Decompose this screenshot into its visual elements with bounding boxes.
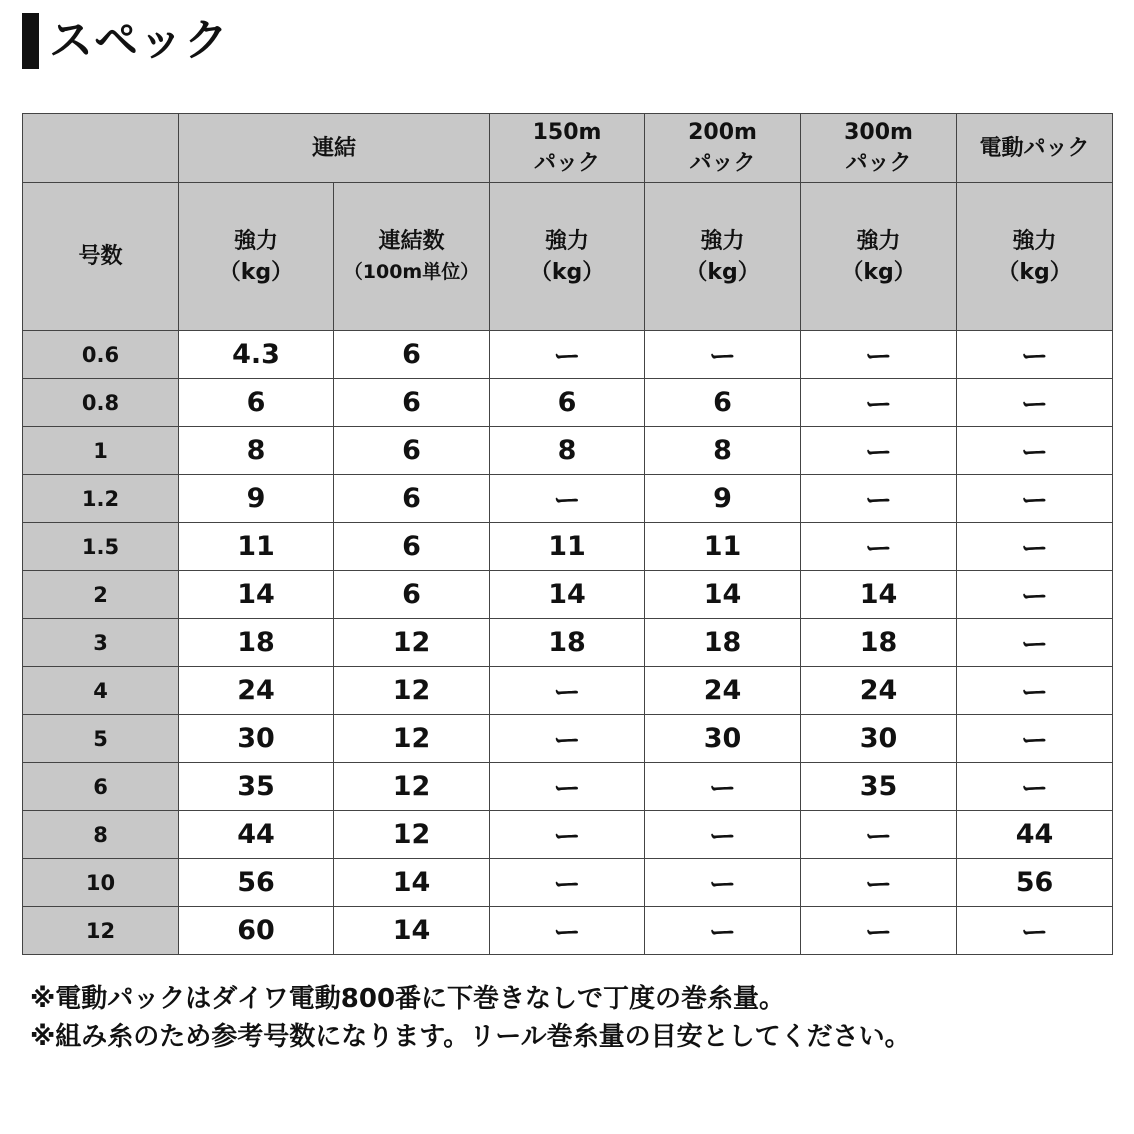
table-cell: 14 bbox=[490, 571, 645, 619]
header-pack-300 bbox=[801, 114, 957, 183]
table-row bbox=[23, 331, 1113, 379]
table-cell: 4.3 bbox=[179, 331, 334, 379]
row-gousuu-cell: 1.5 bbox=[23, 523, 179, 571]
row-gousuu-cell: 4 bbox=[23, 667, 179, 715]
row-gousuu-cell: 12 bbox=[23, 907, 179, 955]
table-cell: 14 bbox=[801, 571, 957, 619]
header-pack-300-line2: パック bbox=[845, 151, 912, 176]
header-renketsu-suu bbox=[334, 183, 490, 331]
table-cell: ー bbox=[801, 475, 957, 523]
table-cell: ー bbox=[801, 811, 957, 859]
table-cell: 60 bbox=[179, 907, 334, 955]
row-gousuu-cell: 3 bbox=[23, 619, 179, 667]
header-100m-unit: （100m単位） bbox=[343, 260, 480, 283]
header-kg-unit: （kg） bbox=[997, 259, 1072, 285]
row-gousuu-cell: 2 bbox=[23, 571, 179, 619]
table-cell: 44 bbox=[179, 811, 334, 859]
table-cell: 18 bbox=[179, 619, 334, 667]
page-title: スペック bbox=[49, 15, 229, 66]
table-cell: 30 bbox=[645, 715, 801, 763]
table-row bbox=[23, 475, 1113, 523]
table-cell: 11 bbox=[179, 523, 334, 571]
table-cell: 30 bbox=[179, 715, 334, 763]
table-row bbox=[23, 859, 1113, 907]
header-renketsu: 連結 bbox=[179, 114, 490, 183]
table-cell: ー bbox=[490, 811, 645, 859]
spec-table bbox=[22, 113, 1113, 955]
table-cell: 12 bbox=[334, 811, 490, 859]
table-row bbox=[23, 619, 1113, 667]
table-cell: ー bbox=[957, 619, 1113, 667]
table-cell: ー bbox=[490, 331, 645, 379]
table-cell: 18 bbox=[645, 619, 801, 667]
table-cell: ー bbox=[957, 379, 1113, 427]
header-kyouryoku-label: 強力 bbox=[856, 228, 901, 254]
header-pack-200-line2: パック bbox=[689, 151, 756, 176]
row-gousuu-cell: 0.8 bbox=[23, 379, 179, 427]
table-cell: ー bbox=[957, 763, 1113, 811]
row-gousuu-cell: 5 bbox=[23, 715, 179, 763]
header-kyouryoku-150 bbox=[490, 183, 645, 331]
table-cell: ー bbox=[957, 667, 1113, 715]
table-cell: 12 bbox=[334, 763, 490, 811]
header-renketsu-suu-label: 連結数 bbox=[378, 228, 445, 254]
table-row bbox=[23, 907, 1113, 955]
table-cell: 6 bbox=[490, 379, 645, 427]
header-blank-cell bbox=[23, 114, 179, 183]
table-cell: 12 bbox=[334, 667, 490, 715]
table-cell: 14 bbox=[179, 571, 334, 619]
table-cell: ー bbox=[957, 475, 1113, 523]
header-pack-300-line1: 300m bbox=[844, 120, 913, 145]
table-cell: ー bbox=[957, 523, 1113, 571]
table-cell: ー bbox=[645, 763, 801, 811]
header-pack-150 bbox=[490, 114, 645, 183]
table-cell: 12 bbox=[334, 619, 490, 667]
table-cell: 18 bbox=[801, 619, 957, 667]
table-cell: ー bbox=[957, 331, 1113, 379]
header-kyouryoku-300 bbox=[801, 183, 957, 331]
table-cell: ー bbox=[490, 715, 645, 763]
header-kyouryoku-dendo bbox=[957, 183, 1113, 331]
table-cell: 24 bbox=[801, 667, 957, 715]
table-cell: 6 bbox=[334, 331, 490, 379]
table-cell: 6 bbox=[334, 427, 490, 475]
table-cell: 6 bbox=[334, 475, 490, 523]
table-cell: 35 bbox=[179, 763, 334, 811]
table-cell: 35 bbox=[801, 763, 957, 811]
table-cell: 14 bbox=[334, 859, 490, 907]
row-gousuu-cell: 1.2 bbox=[23, 475, 179, 523]
header-gousuu: 号数 bbox=[23, 183, 179, 331]
table-row bbox=[23, 667, 1113, 715]
table-cell: 56 bbox=[179, 859, 334, 907]
table-cell: 44 bbox=[957, 811, 1113, 859]
header-row-2 bbox=[23, 183, 1113, 331]
header-kyouryoku-label: 強力 bbox=[1012, 228, 1057, 254]
table-cell: ー bbox=[645, 907, 801, 955]
table-cell: ー bbox=[957, 715, 1113, 763]
table-cell: 11 bbox=[490, 523, 645, 571]
header-dendo-pack: 電動パック bbox=[957, 114, 1113, 183]
table-cell: 6 bbox=[179, 379, 334, 427]
header-kg-unit: （kg） bbox=[529, 259, 605, 285]
table-cell: ー bbox=[645, 331, 801, 379]
table-cell: ー bbox=[490, 667, 645, 715]
spec-table-body bbox=[23, 331, 1113, 955]
table-cell: 18 bbox=[490, 619, 645, 667]
table-cell: ー bbox=[801, 907, 957, 955]
table-cell: 8 bbox=[645, 427, 801, 475]
row-gousuu-cell: 10 bbox=[23, 859, 179, 907]
header-kg-unit: （kg） bbox=[841, 259, 916, 285]
table-cell: ー bbox=[490, 907, 645, 955]
table-cell: 24 bbox=[179, 667, 334, 715]
header-pack-150-line1: 150m bbox=[532, 120, 602, 145]
table-cell: ー bbox=[490, 763, 645, 811]
table-cell: ー bbox=[957, 427, 1113, 475]
table-cell: 6 bbox=[334, 571, 490, 619]
header-pack-200 bbox=[645, 114, 801, 183]
table-cell: ー bbox=[957, 571, 1113, 619]
table-cell: ー bbox=[645, 811, 801, 859]
table-cell: 12 bbox=[334, 715, 490, 763]
header-pack-200-line1: 200m bbox=[688, 120, 757, 145]
table-row bbox=[23, 811, 1113, 859]
table-cell: 30 bbox=[801, 715, 957, 763]
table-cell: 6 bbox=[334, 523, 490, 571]
table-cell: 24 bbox=[645, 667, 801, 715]
table-cell: ー bbox=[801, 379, 957, 427]
table-cell: 6 bbox=[645, 379, 801, 427]
header-row-1 bbox=[23, 114, 1113, 183]
table-cell: ー bbox=[801, 859, 957, 907]
row-gousuu-cell: 8 bbox=[23, 811, 179, 859]
table-cell: 56 bbox=[957, 859, 1113, 907]
table-row bbox=[23, 715, 1113, 763]
table-row bbox=[23, 523, 1113, 571]
table-cell: 8 bbox=[490, 427, 645, 475]
header-kg-unit: （kg） bbox=[218, 259, 294, 285]
table-row bbox=[23, 379, 1113, 427]
table-cell: 9 bbox=[179, 475, 334, 523]
table-cell: ー bbox=[801, 523, 957, 571]
table-cell: 9 bbox=[645, 475, 801, 523]
row-gousuu-cell: 0.6 bbox=[23, 331, 179, 379]
table-cell: 11 bbox=[645, 523, 801, 571]
header-pack-150-line2: パック bbox=[534, 151, 601, 176]
header-kyouryoku-label: 強力 bbox=[545, 228, 590, 254]
note-line-1: ※電動パックはダイワ電動800番に下巻きなしで丁度の巻糸量。 bbox=[30, 984, 786, 1014]
table-cell: ー bbox=[645, 859, 801, 907]
header-kyouryoku-renketsu bbox=[179, 183, 334, 331]
table-cell: 8 bbox=[179, 427, 334, 475]
table-cell: ー bbox=[957, 907, 1113, 955]
table-cell: ー bbox=[801, 331, 957, 379]
header-kyouryoku-label: 強力 bbox=[233, 228, 278, 254]
table-cell: 6 bbox=[334, 379, 490, 427]
row-gousuu-cell: 1 bbox=[23, 427, 179, 475]
table-cell: 14 bbox=[645, 571, 801, 619]
table-cell: ー bbox=[490, 475, 645, 523]
table-row bbox=[23, 427, 1113, 475]
page-title-block bbox=[22, 12, 229, 70]
table-row bbox=[23, 571, 1113, 619]
title-accent-bar bbox=[22, 13, 39, 69]
table-cell: 14 bbox=[334, 907, 490, 955]
notes-block bbox=[30, 980, 1120, 1056]
row-gousuu-cell: 6 bbox=[23, 763, 179, 811]
header-kg-unit: （kg） bbox=[685, 259, 760, 285]
header-kyouryoku-200 bbox=[645, 183, 801, 331]
header-kyouryoku-label: 強力 bbox=[700, 228, 745, 254]
note-line-2: ※組み糸のため参考号数になります。リール巻糸量の目安としてください。 bbox=[30, 1022, 911, 1052]
table-cell: ー bbox=[801, 427, 957, 475]
table-row bbox=[23, 763, 1113, 811]
table-cell: ー bbox=[490, 859, 645, 907]
